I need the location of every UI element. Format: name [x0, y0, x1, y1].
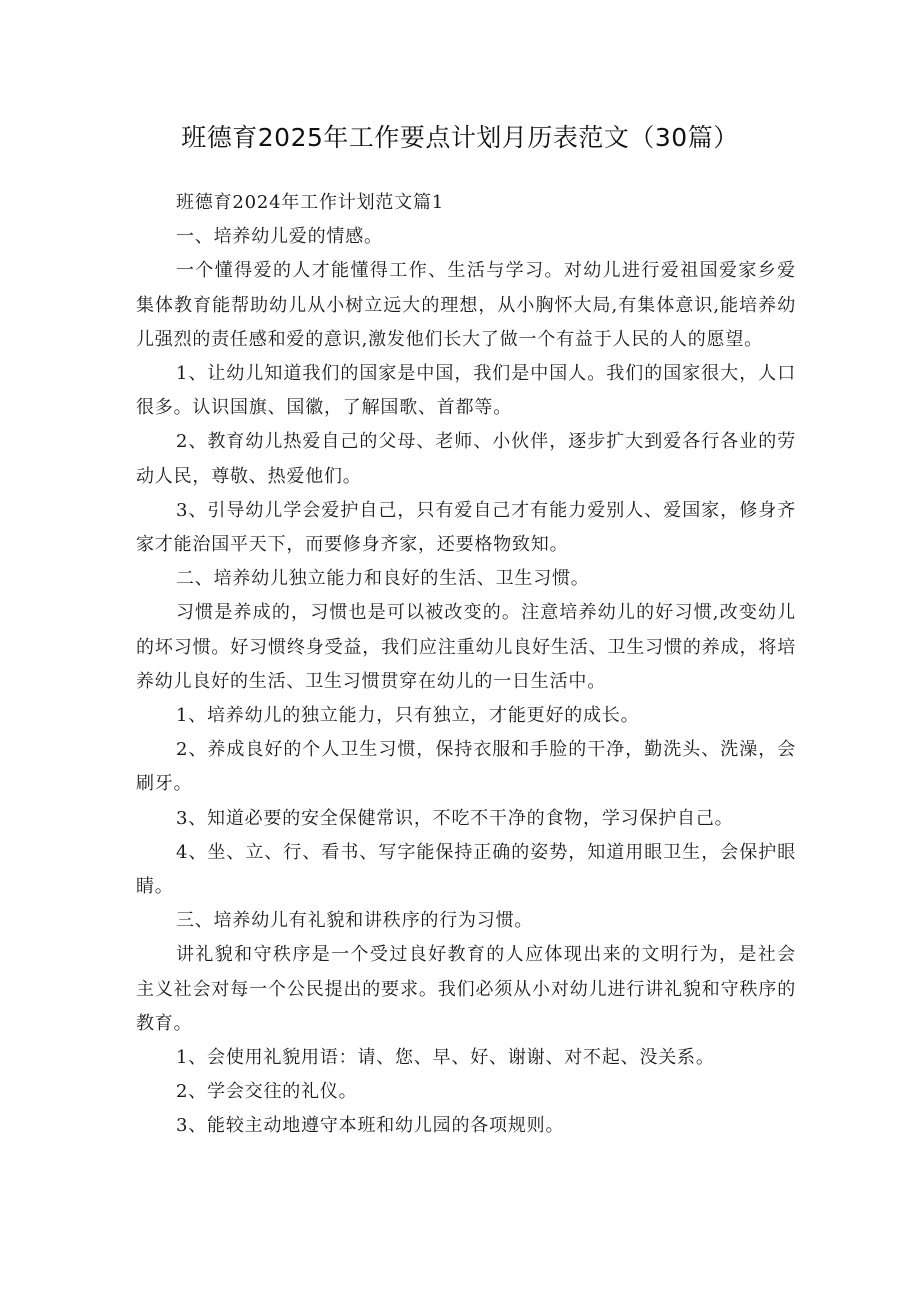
subsection-heading: 一、培养幼儿爱的情感。 [176, 226, 383, 248]
list-item: 2、教育幼儿热爱自己的父母、老师、小伙伴，逐步扩大到爱各行各业的劳动人民，尊敬、热爱他们。 [136, 431, 796, 487]
list-item: 1、培养幼儿的独立能力，只有独立，才能更好的成长。 [176, 705, 640, 727]
list-item: 4、坐、立、行、看书、写字能保持正确的姿势，知道用眼卫生，会保护眼睛。 [136, 841, 796, 898]
subsection-heading: 二、培养幼儿独立能力和良好的生活、卫生习惯。 [176, 568, 590, 590]
paragraph: 讲礼貌和守秩序是一个受过良好教育的人应体现出来的文明行为，是社会主义社会对每一个公民提出的要求。我们必须从小对幼儿进行讲礼貌和守秩序的教育。 [136, 944, 796, 1034]
list-item: 3、引导幼儿学会爱护自己，只有爱自己才有能力爱别人、爱国家，修身齐家才能治国平天下，而要修身齐家，还要格物致知。 [136, 499, 796, 556]
list-item: 2、学会交往的礼仪。 [176, 1081, 358, 1103]
section-heading: 班德育2024年工作计划范文篇1 [176, 192, 445, 213]
subsection-heading: 三、培养幼儿有礼貌和讲秩序的行为习惯。 [176, 910, 534, 932]
paragraph: 习惯是养成的，习惯也是可以被改变的。注意培养幼儿的好习惯,改变幼儿的坏习惯。好习惯终身受益，我们应注重幼儿良好生活、卫生习惯的养成，将培养幼儿良好的生活、卫生习惯贯穿在幼儿的一日生活中。 [136, 602, 796, 692]
list-item: 1、让幼儿知道我们的国家是中国，我们是中国人。我们的国家很大，人口很多。认识国旗、国徽，了解国歌、首都等。 [136, 363, 796, 419]
document-body [136, 186, 796, 1144]
list-item: 3、知道必要的安全保健常识，不吃不干净的食物，学习保护自己。 [176, 807, 734, 829]
document-title: 班德育2025年工作要点计划月历表范文（30篇） [181, 123, 739, 152]
list-item: 3、能较主动地遵守本班和幼儿园的各项规则。 [176, 1115, 565, 1137]
paragraph: 一个懂得爱的人才能懂得工作、生活与学习。对幼儿进行爱祖国爱家乡爱集体教育能帮助幼儿从小树立远大的理想，从小胸怀大局,有集体意识,能培养幼儿强烈的责任感和爱的意识,激发他们长大了做一个有益于人民的人的愿望。 [136, 260, 796, 350]
list-item: 2、养成良好的个人卫生习惯，保持衣服和手脸的干净，勤洗头、洗澡，会刷牙。 [136, 739, 796, 795]
list-item: 1、会使用礼貌用语：请、您、早、好、谢谢、对不起、没关系。 [176, 1047, 715, 1069]
